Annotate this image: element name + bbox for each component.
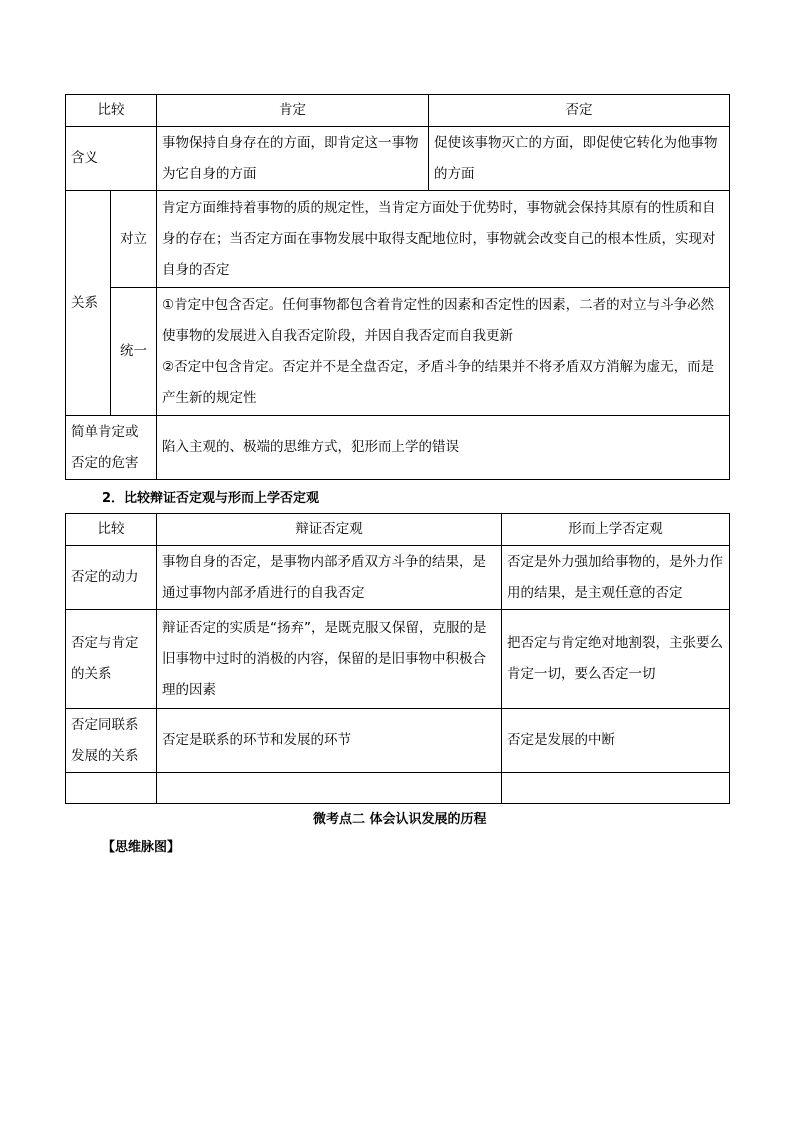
row-label-relation: 关系 <box>66 191 111 416</box>
t2-row-label: 否定与肯定的关系 <box>66 610 157 709</box>
t2-metaphysical-cell: 否定是外力强加给事物的，是外力作用的结果，是主观任意的否定 <box>502 546 730 610</box>
t2-dialectical-cell: 否定是联系的环节和发展的环节 <box>157 709 502 773</box>
t2-header-compare: 比较 <box>66 514 157 546</box>
t2-empty-cell <box>157 773 502 804</box>
harm-text-cell: 陷入主观的、极端的思维方式，犯形而上学的错误 <box>157 416 730 480</box>
meaning-affirm-cell: 事物保持自身存在的方面，即肯定这一事物为它自身的方面 <box>157 127 429 191</box>
sub-label-unity: 统一 <box>111 288 157 416</box>
header-negate: 否定 <box>429 95 730 127</box>
t2-metaphysical-cell: 否定是发展的中断 <box>502 709 730 773</box>
unity-point-1: ①肯定中包含否定。任何事物都包含着肯定性的因素和否定性的因素，二者的对立与斗争必然使事物的发展进入自我否定阶段，并因自我否定而自我更新 <box>162 296 715 344</box>
unity-point-2: ②否定中包含肯定。否定并不是全盘否定，矛盾斗争的结果并不将矛盾双方消解为虚无，而是产生新的规定性 <box>162 358 715 406</box>
negation-comparison-table <box>65 513 730 804</box>
t2-empty-cell <box>502 773 730 804</box>
header-compare: 比较 <box>66 95 157 127</box>
t2-empty-cell <box>66 773 157 804</box>
meaning-negate-cell: 促使该事物灭亡的方面，即促使它转化为他事物的方面 <box>429 127 730 191</box>
t2-dialectical-cell: 事物自身的否定，是事物内部矛盾双方斗争的结果，是通过事物内部矛盾进行的自我否定 <box>157 546 502 610</box>
t2-header-metaphysical: 形而上学否定观 <box>502 514 730 546</box>
opposition-text-cell: 肯定方面维持着事物的质的规定性，当肯定方面处于优势时，事物就会保持其原有的性质和自身的存在；当否定方面在事物发展中取得支配地位时，事物就会改变自己的根本性质，实现对自身的否定 <box>157 191 730 288</box>
t2-dialectical-cell: 辩证否定的实质是“扬弃”，是既克服又保留，克服的是旧事物中过时的消极的内容，保留的是旧事物中积极合理的因素 <box>157 610 502 709</box>
row-label-harm: 简单肯定或否定的危害 <box>66 416 157 480</box>
t2-header-dialectical: 辩证否定观 <box>157 514 502 546</box>
micro-point-title: 微考点二 体会认识发展的历程 <box>313 812 487 827</box>
header-affirm: 肯定 <box>157 95 429 127</box>
section-2-title: 2．比较辩证否定观与形而上学否定观 <box>102 491 320 506</box>
affirm-negate-table <box>65 94 730 480</box>
row-label-meaning: 含义 <box>66 127 157 191</box>
t2-row-label: 否定同联系发展的关系 <box>66 709 157 773</box>
sub-label-opposition: 对立 <box>111 191 157 288</box>
t2-metaphysical-cell: 把否定与肯定绝对地割裂，主张要么肯定一切，要么否定一切 <box>502 610 730 709</box>
mind-map-label: 【思维脉图】 <box>102 840 181 855</box>
t2-row-label: 否定的动力 <box>66 546 157 610</box>
unity-text-cell <box>157 288 730 416</box>
